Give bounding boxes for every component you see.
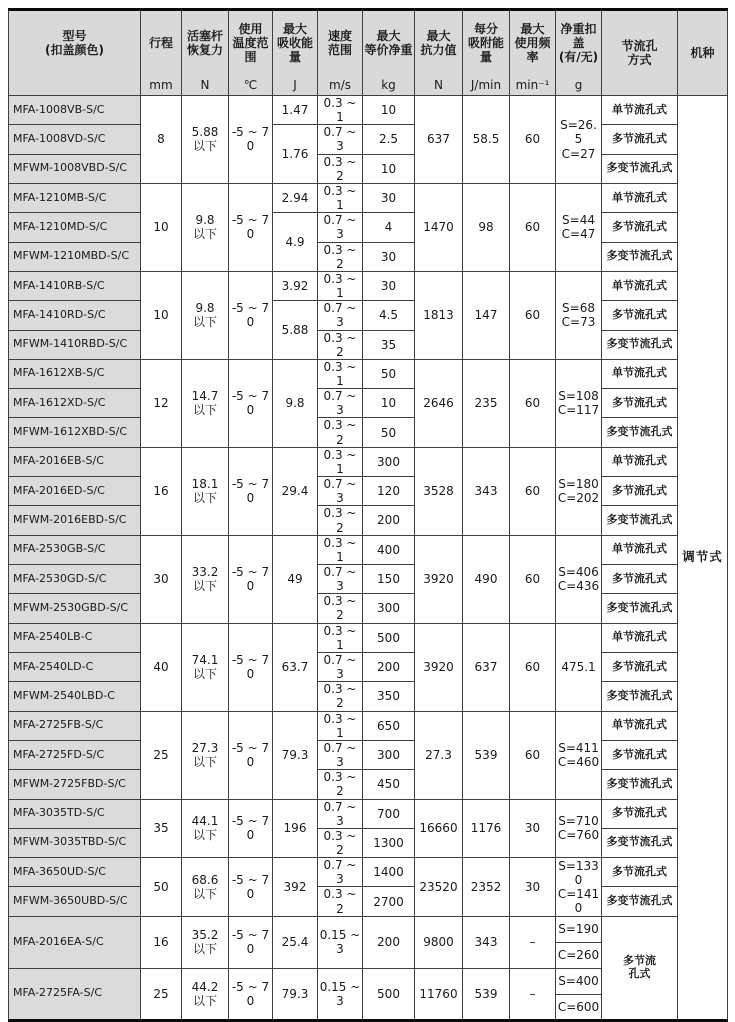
table-cell: 235 (463, 359, 510, 447)
table-cell: 30 (363, 183, 415, 212)
table-cell: 4.5 (363, 301, 415, 330)
table-cell: 68.6 以下 (182, 858, 229, 917)
table-cell: 10 (363, 96, 415, 125)
table-cell: -5 ~ 70 (229, 447, 273, 535)
table-cell: 0.7 ~ 3 (318, 301, 363, 330)
table-cell: 2646 (415, 359, 463, 447)
table-row (9, 477, 728, 506)
table-cell: – (510, 916, 556, 968)
table-cell: 多节流孔式 (602, 740, 678, 769)
table-cell: 单节流孔式 (602, 359, 678, 388)
table-row (9, 96, 728, 125)
table-cell: 400 (363, 535, 415, 564)
model-cell: MFWM-1008VBD-S/C (9, 154, 141, 183)
table-cell: 单节流孔式 (602, 623, 678, 652)
column-label: 机种 (690, 45, 715, 60)
table-cell: 30 (363, 242, 415, 271)
model-cell: MFWM-1612XBD-S/C (9, 418, 141, 447)
table-cell: -5 ~ 70 (229, 96, 273, 184)
table-cell: 9.8 以下 (182, 271, 229, 359)
table-cell: 0.7 ~ 3 (318, 213, 363, 242)
table-cell: 0.7 ~ 3 (318, 565, 363, 594)
table-cell: 多变节流孔式 (602, 887, 678, 916)
table-cell: 多节流孔式 (602, 799, 678, 828)
table-cell: 0.3 ~ 2 (318, 418, 363, 447)
model-cell: MFA-2530GD-S/C (9, 565, 141, 594)
column-label: 节流孔 方式 (621, 38, 658, 67)
table-cell: 30 (510, 799, 556, 858)
table-cell: 8 (141, 96, 182, 184)
column-unit: J (293, 78, 297, 92)
model-cell: MFA-2540LB-C (9, 623, 141, 652)
column-unit: ℃ (243, 78, 258, 92)
model-cell: MFA-2016EA-S/C (9, 916, 141, 968)
table-row (9, 418, 728, 447)
table-cell: 0.3 ~ 1 (318, 271, 363, 300)
table-row (9, 242, 728, 271)
table-row (9, 887, 728, 916)
table-cell: 1400 (363, 858, 415, 887)
shock-absorber-spec-table (8, 8, 728, 1022)
table-cell: C=600 (556, 994, 602, 1020)
column-label: 最大 抗力值 (420, 28, 457, 57)
table-cell: -5 ~ 70 (229, 968, 273, 1020)
table-cell: -5 ~ 70 (229, 916, 273, 968)
table-cell: S=1330 C=1410 (556, 858, 602, 917)
column-label: 行程 (148, 35, 173, 50)
table-cell: 74.1 以下 (182, 623, 229, 711)
table-cell: 多节流孔式 (602, 125, 678, 154)
table-cell: S=710 C=760 (556, 799, 602, 858)
table-cell: -5 ~ 70 (229, 535, 273, 623)
model-cell: MFA-2530GB-S/C (9, 535, 141, 564)
table-cell: 多节流 孔式 (602, 916, 678, 1020)
table-cell: 200 (363, 916, 415, 968)
column-label: 每分 吸附能量 (467, 21, 504, 65)
table-cell: 0.3 ~ 1 (318, 535, 363, 564)
table-cell: 单节流孔式 (602, 711, 678, 740)
table-cell: 60 (510, 711, 556, 799)
table-cell: -5 ~ 70 (229, 183, 273, 271)
table-cell: 多变节流孔式 (602, 770, 678, 799)
model-cell: MFA-3035TD-S/C (9, 799, 141, 828)
column-unit: J/min (470, 78, 502, 92)
table-cell: 60 (510, 96, 556, 184)
table-cell: 0.3 ~ 2 (318, 154, 363, 183)
table-cell: 多节流孔式 (602, 652, 678, 681)
table-row (9, 594, 728, 623)
model-cell: MFWM-1410RBD-S/C (9, 330, 141, 359)
table-cell: 44.2 以下 (182, 968, 229, 1020)
table-cell: 多变节流孔式 (602, 154, 678, 183)
table-cell: S=406 C=436 (556, 535, 602, 623)
table-cell: 4 (363, 213, 415, 242)
table-row (9, 359, 728, 388)
table-cell: S=26.5 C=27 (556, 96, 602, 184)
table-cell: 多变节流孔式 (602, 682, 678, 711)
table-cell: 0.3 ~ 1 (318, 623, 363, 652)
column-label: 最大 使用频率 (514, 21, 551, 65)
table-cell: 25 (141, 968, 182, 1020)
model-cell: MFA-1410RD-S/C (9, 301, 141, 330)
table-cell: 0.3 ~ 2 (318, 242, 363, 271)
table-cell: 多变节流孔式 (602, 506, 678, 535)
table-cell: 10 (141, 271, 182, 359)
table-row (9, 828, 728, 857)
table-cell: 0.7 ~ 3 (318, 652, 363, 681)
column-header-machine (678, 10, 728, 96)
table-cell: 60 (510, 447, 556, 535)
table-cell: S=400 (556, 968, 602, 994)
table-cell: 60 (510, 623, 556, 711)
table-cell: 0.3 ~ 2 (318, 682, 363, 711)
table-cell: 475.1 (556, 623, 602, 711)
table-cell: 1.76 (273, 125, 318, 184)
table-cell: 539 (463, 968, 510, 1020)
model-cell: MFA-1410RB-S/C (9, 271, 141, 300)
table-cell: S=108 C=117 (556, 359, 602, 447)
table-cell: 27.3 (415, 711, 463, 799)
table-cell: 29.4 (273, 447, 318, 535)
table-cell: 0.7 ~ 3 (318, 477, 363, 506)
table-cell: 多节流孔式 (602, 301, 678, 330)
model-cell: MFWM-2725FBD-S/C (9, 770, 141, 799)
model-cell: MFWM-2540LBD-C (9, 682, 141, 711)
table-cell: 调节式 (678, 96, 728, 1021)
table-cell: 637 (415, 96, 463, 184)
table-cell: 350 (363, 682, 415, 711)
table-cell: -5 ~ 70 (229, 858, 273, 917)
table-cell: 多节流孔式 (602, 858, 678, 887)
table-cell: 60 (510, 271, 556, 359)
table-cell: 650 (363, 711, 415, 740)
table-cell: 3920 (415, 623, 463, 711)
column-unit: kg (381, 78, 396, 92)
table-cell: 10 (363, 389, 415, 418)
table-cell: 25 (141, 711, 182, 799)
table-cell: 98 (463, 183, 510, 271)
table-cell: 多节流孔式 (602, 477, 678, 506)
table-cell: 单节流孔式 (602, 183, 678, 212)
table-cell: 9.8 以下 (182, 183, 229, 271)
table-cell: 单节流孔式 (602, 535, 678, 564)
column-label: 型号 (扣盖颜色) (45, 28, 104, 57)
table-cell: 637 (463, 623, 510, 711)
table-cell: 0.3 ~ 1 (318, 711, 363, 740)
table-cell: 35 (363, 330, 415, 359)
model-cell: MFA-1210MD-S/C (9, 213, 141, 242)
column-label: 净重扣盖 (有/无) (558, 21, 599, 65)
table-cell: 0.7 ~ 3 (318, 740, 363, 769)
table-row (9, 125, 728, 154)
model-cell: MFA-2725FB-S/C (9, 711, 141, 740)
table-row (9, 740, 728, 769)
table-cell: 27.3 以下 (182, 711, 229, 799)
table-cell: 0.3 ~ 2 (318, 506, 363, 535)
table-row (9, 271, 728, 300)
table-cell: 1176 (463, 799, 510, 858)
table-cell: 1.47 (273, 96, 318, 125)
table-cell: 79.3 (273, 711, 318, 799)
table-row (9, 535, 728, 564)
table-cell: 50 (363, 359, 415, 388)
table-cell: C=260 (556, 942, 602, 968)
column-header-energy (273, 10, 318, 96)
table-cell: 2.5 (363, 125, 415, 154)
column-header-force (182, 10, 229, 96)
model-cell: MFA-1008VD-S/C (9, 125, 141, 154)
table-cell: 16 (141, 916, 182, 968)
column-unit: g (574, 78, 583, 92)
table-cell: 44.1 以下 (182, 799, 229, 858)
table-cell: S=180 C=202 (556, 447, 602, 535)
column-header-model (9, 10, 141, 96)
column-header-stroke (141, 10, 182, 96)
table-row (9, 213, 728, 242)
table-cell: 30 (510, 858, 556, 917)
table-cell: 49 (273, 535, 318, 623)
model-cell: MFA-1008VB-S/C (9, 96, 141, 125)
column-unit: m/s (329, 78, 351, 92)
table-cell: 4.9 (273, 213, 318, 272)
table-cell: 200 (363, 652, 415, 681)
table-cell: 12 (141, 359, 182, 447)
table-cell: – (510, 968, 556, 1020)
table-row (9, 711, 728, 740)
table-cell: 10 (363, 154, 415, 183)
table-cell: 1300 (363, 828, 415, 857)
table-row (9, 799, 728, 828)
table-cell: 539 (463, 711, 510, 799)
table-cell: 16 (141, 447, 182, 535)
table-cell: 79.3 (273, 968, 318, 1020)
table-cell: 200 (363, 506, 415, 535)
table-cell: 16660 (415, 799, 463, 858)
table-cell: 5.88 (273, 301, 318, 360)
table-cell: 0.7 ~ 3 (318, 858, 363, 887)
column-label: 最大 吸收能量 (276, 21, 313, 65)
table-cell: 0.3 ~ 1 (318, 96, 363, 125)
table-cell: 343 (463, 916, 510, 968)
table-cell: 多节流孔式 (602, 565, 678, 594)
table-cell: 3920 (415, 535, 463, 623)
table-header (9, 10, 728, 96)
table-cell: 500 (363, 968, 415, 1020)
column-unit: N (434, 78, 443, 92)
table-cell: 0.3 ~ 2 (318, 770, 363, 799)
model-cell: MFWM-1210MBD-S/C (9, 242, 141, 271)
spec-sheet (8, 8, 727, 1022)
table-cell: 147 (463, 271, 510, 359)
table-row (9, 623, 728, 652)
table-row (9, 770, 728, 799)
model-cell: MFWM-3035TBD-S/C (9, 828, 141, 857)
table-row (9, 447, 728, 476)
table-cell: 60 (510, 183, 556, 271)
column-unit: mm (149, 78, 173, 92)
table-cell: 700 (363, 799, 415, 828)
table-cell: 33.2 以下 (182, 535, 229, 623)
column-label: 使用 温度范围 (232, 21, 269, 65)
model-cell: MFA-1612XD-S/C (9, 389, 141, 418)
table-cell: 300 (363, 740, 415, 769)
model-cell: MFA-2725FD-S/C (9, 740, 141, 769)
table-cell: 多变节流孔式 (602, 242, 678, 271)
column-header-orifice (602, 10, 678, 96)
table-cell: 30 (363, 271, 415, 300)
table-cell: 0.3 ~ 1 (318, 359, 363, 388)
table-cell: S=68 C=73 (556, 271, 602, 359)
model-cell: MFA-1612XB-S/C (9, 359, 141, 388)
table-cell: 多变节流孔式 (602, 418, 678, 447)
column-label: 速度 范围 (327, 28, 352, 57)
table-cell: 多变节流孔式 (602, 828, 678, 857)
table-cell: 60 (510, 535, 556, 623)
table-cell: 单节流孔式 (602, 447, 678, 476)
table-cell: 0.3 ~ 1 (318, 183, 363, 212)
table-cell: 5.88 以下 (182, 96, 229, 184)
table-cell: 多节流孔式 (602, 213, 678, 242)
table-cell: 2352 (463, 858, 510, 917)
table-cell: 单节流孔式 (602, 96, 678, 125)
table-cell: 300 (363, 594, 415, 623)
table-cell: -5 ~ 70 (229, 711, 273, 799)
table-cell: 0.15 ~ 3 (318, 916, 363, 968)
table-cell: 0.3 ~ 2 (318, 330, 363, 359)
table-row (9, 183, 728, 212)
table-cell: 50 (363, 418, 415, 447)
table-cell: 63.7 (273, 623, 318, 711)
table-cell: 3528 (415, 447, 463, 535)
column-header-net (556, 10, 602, 96)
table-cell: 0.7 ~ 3 (318, 799, 363, 828)
model-cell: MFA-3650UD-S/C (9, 858, 141, 887)
table-row (9, 916, 728, 942)
table-row (9, 652, 728, 681)
table-cell: 11760 (415, 968, 463, 1020)
column-header-temp (229, 10, 273, 96)
table-cell: 35 (141, 799, 182, 858)
column-header-freq (510, 10, 556, 96)
table-cell: 35.2 以下 (182, 916, 229, 968)
table-row (9, 301, 728, 330)
table-cell: 120 (363, 477, 415, 506)
table-cell: 14.7 以下 (182, 359, 229, 447)
table-cell: 3.92 (273, 271, 318, 300)
table-cell: -5 ~ 70 (229, 271, 273, 359)
table-cell: S=411 C=460 (556, 711, 602, 799)
model-cell: MFA-2540LD-C (9, 652, 141, 681)
table-cell: 多变节流孔式 (602, 594, 678, 623)
table-cell: 0.3 ~ 1 (318, 447, 363, 476)
table-cell: 18.1 以下 (182, 447, 229, 535)
column-header-weight (363, 10, 415, 96)
table-cell: 58.5 (463, 96, 510, 184)
table-cell: 343 (463, 447, 510, 535)
model-cell: MFWM-2530GBD-S/C (9, 594, 141, 623)
table-cell: 392 (273, 858, 318, 917)
column-header-speed (318, 10, 363, 96)
table-cell: 150 (363, 565, 415, 594)
table-cell: 多节流孔式 (602, 389, 678, 418)
table-row (9, 858, 728, 887)
model-cell: MFA-2016ED-S/C (9, 477, 141, 506)
table-row (9, 565, 728, 594)
table-cell: 25.4 (273, 916, 318, 968)
table-cell: 9.8 (273, 359, 318, 447)
table-cell: 50 (141, 858, 182, 917)
table-cell: 2700 (363, 887, 415, 916)
table-cell: 单节流孔式 (602, 271, 678, 300)
table-cell: 23520 (415, 858, 463, 917)
table-cell: 0.3 ~ 2 (318, 887, 363, 916)
table-cell: 30 (141, 535, 182, 623)
column-unit: N (200, 78, 210, 92)
table-row (9, 682, 728, 711)
table-cell: 1470 (415, 183, 463, 271)
table-cell: S=44 C=47 (556, 183, 602, 271)
model-cell: MFWM-2016EBD-S/C (9, 506, 141, 535)
table-cell: 450 (363, 770, 415, 799)
model-cell: MFWM-3650UBD-S/C (9, 887, 141, 916)
column-header-resist (415, 10, 463, 96)
table-cell: 0.15 ~ 3 (318, 968, 363, 1020)
model-cell: MFA-2016EB-S/C (9, 447, 141, 476)
table-cell: 500 (363, 623, 415, 652)
table-cell: 300 (363, 447, 415, 476)
table-row (9, 389, 728, 418)
table-cell: 490 (463, 535, 510, 623)
table-row (9, 330, 728, 359)
column-label: 活塞杆 恢复力 (186, 28, 223, 57)
table-cell: 196 (273, 799, 318, 858)
table-cell: 0.3 ~ 2 (318, 828, 363, 857)
table-row (9, 506, 728, 535)
model-cell: MFA-1210MB-S/C (9, 183, 141, 212)
column-unit (9, 75, 140, 95)
table-cell: 多变节流孔式 (602, 330, 678, 359)
table-cell: -5 ~ 70 (229, 359, 273, 447)
table-cell: 0.7 ~ 3 (318, 389, 363, 418)
table-cell: 0.7 ~ 3 (318, 125, 363, 154)
column-header-absorb (463, 10, 510, 96)
table-cell: 40 (141, 623, 182, 711)
column-unit: min⁻¹ (515, 78, 550, 92)
header-row (9, 10, 728, 96)
table-cell: 60 (510, 359, 556, 447)
table-cell: 1813 (415, 271, 463, 359)
table-body (9, 96, 728, 1021)
table-cell: 10 (141, 183, 182, 271)
table-cell: -5 ~ 70 (229, 799, 273, 858)
column-label: 最大 等价净重 (364, 28, 413, 57)
table-cell: S=190 (556, 916, 602, 942)
table-row (9, 154, 728, 183)
table-cell: 0.3 ~ 2 (318, 594, 363, 623)
table-cell: -5 ~ 70 (229, 623, 273, 711)
model-cell: MFA-2725FA-S/C (9, 968, 141, 1020)
table-cell: 9800 (415, 916, 463, 968)
table-cell: 2.94 (273, 183, 318, 212)
